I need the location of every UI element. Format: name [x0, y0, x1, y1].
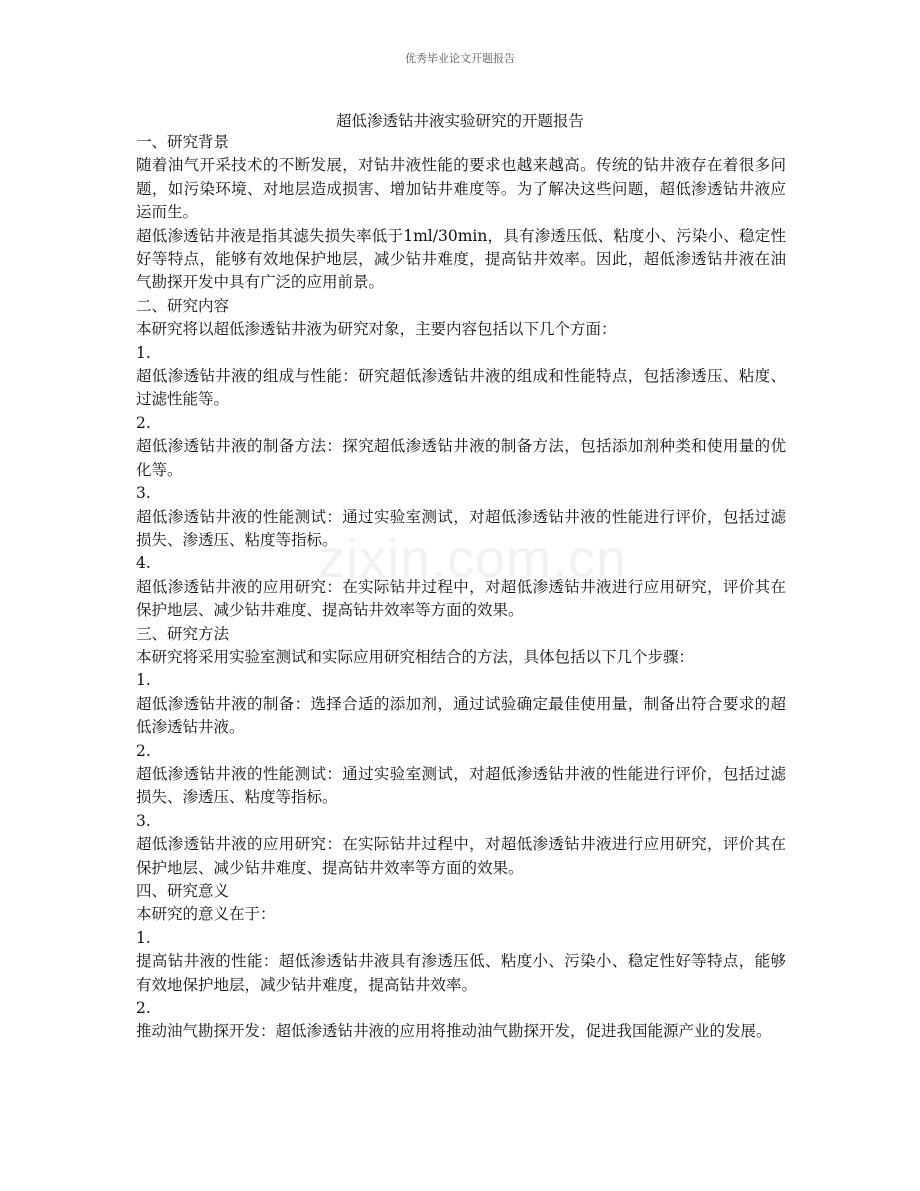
- document-title: 超低渗透钻井液实验研究的开题报告: [335, 112, 584, 130]
- list-number: 1.: [136, 343, 151, 362]
- section-heading: 三、研究方法: [136, 624, 230, 643]
- list-number: 2.: [136, 413, 151, 432]
- list-number: 4.: [136, 554, 151, 573]
- list-item-text: 超低渗透钻井液的制备方法：探究超低渗透钻井液的制备方法，包括添加剂种类和使用量的优化等。: [136, 437, 786, 479]
- list-item-text: 超低渗透钻井液的组成与性能：研究超低渗透钻井液的组成和性能特点，包括渗透压、粘度、过滤性能等。: [136, 367, 786, 409]
- section-heading: 四、研究意义: [136, 882, 230, 900]
- list-number: 1.: [136, 928, 151, 947]
- list-number: 3.: [136, 484, 151, 503]
- section-heading: 一、研究背景: [136, 133, 230, 151]
- paragraph: 随着油气开采技术的不断发展，对钻井液性能的要求也越来越高。传统的钻井液存在着很多问题，如污染环境、对地层造成损害、增加钻井难度等。为了解决这些问题，超低渗透钻井液应运而生。: [136, 156, 786, 222]
- list-item-text: 推动油气勘探开发：超低渗透钻井液的应用将推动油气勘探开发，促进我国能源产业的发展。: [136, 1022, 772, 1041]
- paragraph: 本研究的意义在于：: [136, 905, 276, 924]
- list-item-text: 超低渗透钻井液的性能测试：通过实验室测试，对超低渗透钻井液的性能进行评价，包括过滤损失、渗透压、粘度等指标。: [136, 507, 786, 549]
- paragraph: 本研究将以超低渗透钻井液为研究对象，主要内容包括以下几个方面：: [136, 320, 617, 339]
- list-number: 2.: [136, 999, 151, 1018]
- section-heading: 二、研究内容: [136, 296, 230, 315]
- paragraph: 本研究将采用实验室测试和实际应用研究相结合的方法，具体包括以下几个步骤：: [136, 647, 695, 666]
- list-number: 2.: [136, 741, 151, 760]
- list-item-text: 超低渗透钻井液的性能测试：通过实验室测试，对超低渗透钻井液的性能进行评价，包括过滤损失、渗透压、粘度等指标。: [136, 764, 786, 807]
- watermark: zixin.com.cn: [318, 529, 628, 589]
- list-number: 3.: [136, 811, 151, 830]
- page-header: 优秀毕业论文开题报告: [405, 52, 515, 65]
- paragraph: 超低渗透钻井液是指其滤失损失率低于1ml/30min，具有渗透压低、粘度小、污染小、稳定性好等特点，能够有效地保护地层，减少钻井难度，提高钻井效率。因此，超低渗透钻井液在油气勘探开发中具有广泛的应用前景。: [136, 226, 786, 292]
- list-number: 1.: [136, 671, 151, 690]
- list-item-text: 提高钻井液的性能：超低渗透钻井液具有渗透压低、粘度小、污染小、稳定性好等特点，能够有效地保护地层，减少钻井难度，提高钻井效率。: [136, 952, 786, 994]
- list-item-text: 超低渗透钻井液的制备：选择合适的添加剂，通过试验确定最佳使用量，制备出符合要求的超低渗透钻井液。: [136, 694, 786, 737]
- list-item-text: 超低渗透钻井液的应用研究：在实际钻井过程中，对超低渗透钻井液进行应用研究，评价其在保护地层、减少钻井难度、提高钻井效率等方面的效果。: [136, 835, 786, 877]
- document-body: [136, 131, 786, 1044]
- list-item-text: 超低渗透钻井液的应用研究：在实际钻井过程中，对超低渗透钻井液进行应用研究，评价其在保护地层、减少钻井难度、提高钻井效率等方面的效果。: [136, 577, 786, 620]
